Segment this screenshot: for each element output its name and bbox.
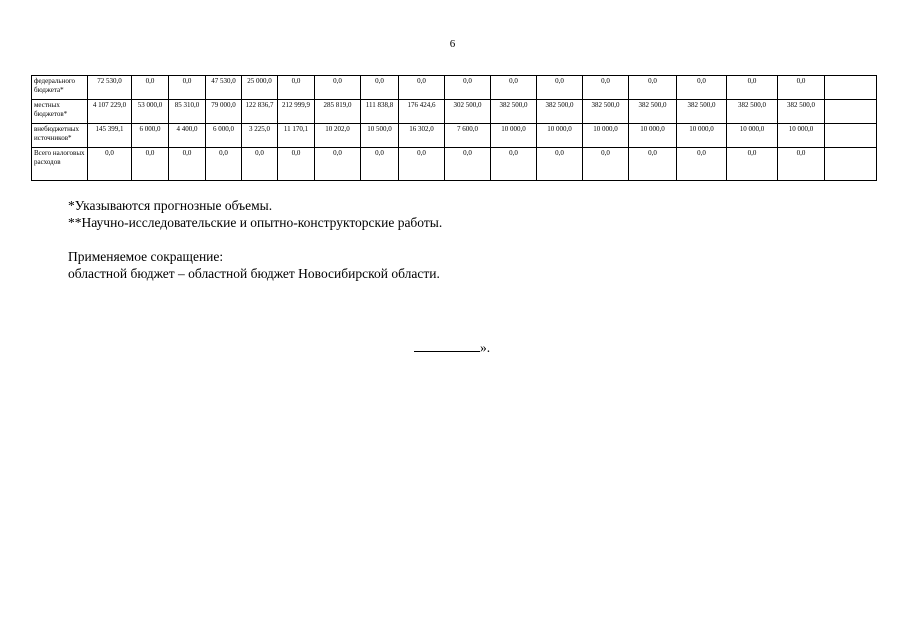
table-cell: 0,0 (677, 76, 727, 100)
table-cell: 0,0 (206, 148, 242, 181)
signature-line (414, 339, 480, 352)
table-cell: 0,0 (491, 148, 537, 181)
table-cell: 10 000,0 (778, 124, 825, 148)
table-row (32, 148, 877, 181)
table-cell (825, 100, 877, 124)
table-cell: 0,0 (361, 76, 399, 100)
table-cell: 10 000,0 (677, 124, 727, 148)
table-cell: 0,0 (399, 76, 445, 100)
table-cell: 25 000,0 (242, 76, 278, 100)
table-cell: 382 500,0 (491, 100, 537, 124)
table-cell: 302 500,0 (445, 100, 491, 124)
table-cell: 0,0 (361, 148, 399, 181)
table-cell: 0,0 (315, 148, 361, 181)
table-row (32, 76, 877, 100)
table-cell: 11 170,1 (278, 124, 315, 148)
table-cell: 0,0 (169, 76, 206, 100)
table-cell: 10 000,0 (583, 124, 629, 148)
table-cell: 10 202,0 (315, 124, 361, 148)
table-cell: 72 530,0 (88, 76, 132, 100)
table-cell: 0,0 (778, 148, 825, 181)
table-cell: 0,0 (169, 148, 206, 181)
table-cell: 145 399,1 (88, 124, 132, 148)
table-cell: 382 500,0 (583, 100, 629, 124)
row-label: местных бюджетов* (32, 100, 88, 124)
table-cell: 47 530,0 (206, 76, 242, 100)
table-cell: 382 500,0 (727, 100, 778, 124)
row-label: Всего налоговых расходов (32, 148, 88, 181)
row-label: внебюджетных источников* (32, 124, 88, 148)
table-cell: 0,0 (778, 76, 825, 100)
table-cell: 6 000,0 (206, 124, 242, 148)
footnote-rnd: **Научно-исследовательские и опытно-конструкторские работы. (68, 215, 443, 230)
table-cell: 111 838,8 (361, 100, 399, 124)
table-cell: 285 819,0 (315, 100, 361, 124)
table-cell: 10 000,0 (727, 124, 778, 148)
table-cell: 212 999,9 (278, 100, 315, 124)
table-cell (825, 76, 877, 100)
table-cell: 10 000,0 (537, 124, 583, 148)
table-cell: 0,0 (132, 76, 169, 100)
table-cell (825, 148, 877, 181)
table-cell: 4 400,0 (169, 124, 206, 148)
table-cell: 16 302,0 (399, 124, 445, 148)
table-cell: 0,0 (242, 148, 278, 181)
table-cell: 0,0 (537, 148, 583, 181)
abbreviation-text: областной бюджет – областной бюджет Новосибирской области. (68, 266, 440, 281)
table-cell: 4 107 229,0 (88, 100, 132, 124)
table-cell: 0,0 (677, 148, 727, 181)
table-cell: 382 500,0 (778, 100, 825, 124)
table-cell: 0,0 (583, 76, 629, 100)
table-cell: 0,0 (278, 148, 315, 181)
table-cell: 79 000,0 (206, 100, 242, 124)
table-cell: 53 000,0 (132, 100, 169, 124)
table-cell: 0,0 (537, 76, 583, 100)
table-cell: 122 836,7 (242, 100, 278, 124)
table-cell: 0,0 (629, 148, 677, 181)
abbreviation-heading: Применяемое сокращение: (68, 249, 224, 264)
table-cell: 10 000,0 (629, 124, 677, 148)
table-cell: 382 500,0 (537, 100, 583, 124)
table-cell: 10 000,0 (491, 124, 537, 148)
table-cell: 6 000,0 (132, 124, 169, 148)
table-cell: 0,0 (315, 76, 361, 100)
closing-quote: ». (480, 340, 491, 355)
table-cell: 382 500,0 (629, 100, 677, 124)
table-cell: 0,0 (727, 76, 778, 100)
table-cell: 7 600,0 (445, 124, 491, 148)
table-row (32, 100, 877, 124)
table-cell: 3 225,0 (242, 124, 278, 148)
row-label: федерального бюджета* (32, 76, 88, 100)
budget-table (31, 75, 877, 181)
table-cell: 382 500,0 (677, 100, 727, 124)
table-cell: 0,0 (583, 148, 629, 181)
page-number: 6 (449, 38, 456, 50)
table-cell: 0,0 (629, 76, 677, 100)
footnote-forecast: *Указываются прогнозные объемы. (68, 198, 273, 213)
table-cell: 176 424,6 (399, 100, 445, 124)
table-cell: 0,0 (727, 148, 778, 181)
table-cell: 0,0 (132, 148, 169, 181)
table-cell: 0,0 (278, 76, 315, 100)
table-cell: 85 310,0 (169, 100, 206, 124)
table-cell: 0,0 (399, 148, 445, 181)
footnotes (68, 197, 442, 282)
table-cell: 0,0 (445, 148, 491, 181)
table-cell: 0,0 (445, 76, 491, 100)
table-cell: 0,0 (491, 76, 537, 100)
closing-mark (414, 339, 490, 356)
table-cell (825, 124, 877, 148)
table-cell: 10 500,0 (361, 124, 399, 148)
table-row (32, 124, 877, 148)
table-cell: 0,0 (88, 148, 132, 181)
